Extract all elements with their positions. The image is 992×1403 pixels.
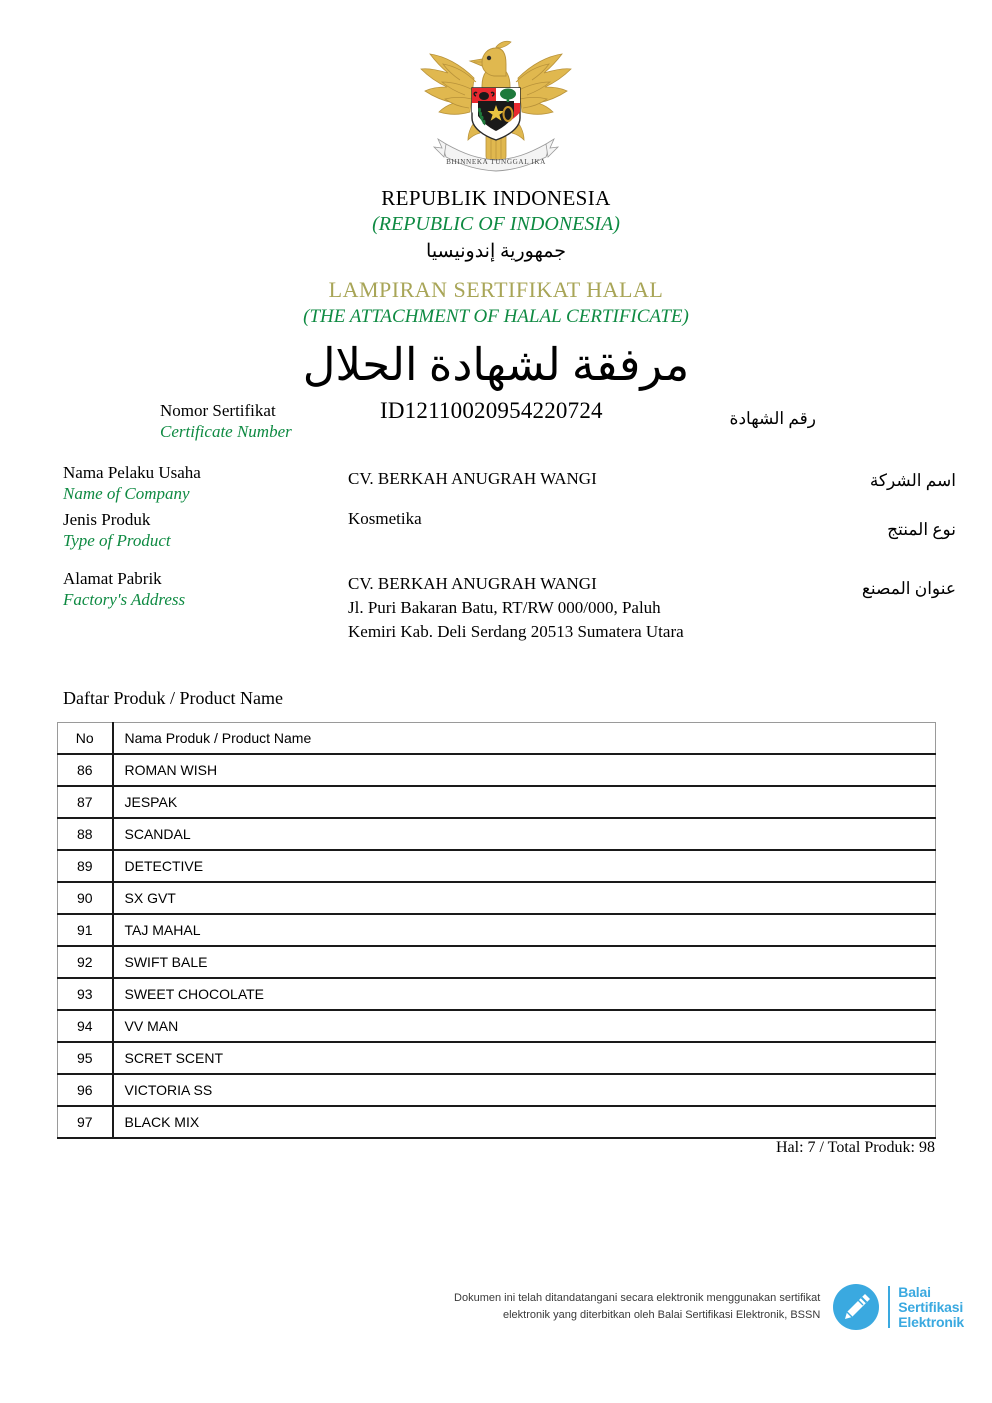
- electronic-signature-footer: [0, 1283, 964, 1331]
- cell-product-name: JESPAK: [113, 786, 936, 818]
- table-row: [58, 946, 936, 978]
- certificate-number-value: ID12110020954220724: [380, 398, 603, 423]
- document-title-english: (THE ATTACHMENT OF HALAL CERTIFICATE): [303, 306, 689, 327]
- cell-product-name: VICTORIA SS: [113, 1074, 936, 1106]
- cell-no: 95: [58, 1042, 113, 1074]
- bse-logo-divider: [888, 1286, 890, 1328]
- factory-address-value: [348, 572, 768, 644]
- page-pagination-info: Hal: 7 / Total Produk: 98: [775, 1139, 935, 1156]
- cell-no: 87: [58, 786, 113, 818]
- column-header-product-name: Nama Produk / Product Name: [113, 723, 936, 755]
- table-row: [58, 1106, 936, 1138]
- garuda-pancasila-emblem: [416, 26, 576, 174]
- table-row: [58, 882, 936, 914]
- factory-address-label-en: Factory's Address: [63, 590, 186, 609]
- cell-product-name: BLACK MIX: [113, 1106, 936, 1138]
- cell-product-name: SWIFT BALE: [113, 946, 936, 978]
- product-type-label: [63, 509, 333, 551]
- bse-logo: [832, 1283, 964, 1331]
- product-table-body: [58, 754, 936, 1138]
- product-type-label-en: Type of Product: [63, 531, 171, 550]
- cell-no: 91: [58, 914, 113, 946]
- table-row: [58, 978, 936, 1010]
- document-title-indonesian: LAMPIRAN SERTIFIKAT HALAL: [328, 277, 664, 302]
- certificate-number-label-ar: رقم الشهادة: [729, 409, 816, 428]
- company-name-label-ar: اسم الشركة: [869, 471, 956, 490]
- bse-logo-wordmark: [898, 1285, 964, 1330]
- cell-no: 89: [58, 850, 113, 882]
- cell-product-name: SWEET CHOCOLATE: [113, 978, 936, 1010]
- table-row: [58, 1010, 936, 1042]
- product-type-label-ar: نوع المنتج: [887, 520, 956, 539]
- cell-product-name: SX GVT: [113, 882, 936, 914]
- country-name-indonesian: REPUBLIK INDONESIA: [381, 186, 611, 210]
- column-header-no: No: [58, 723, 113, 755]
- cell-no: 93: [58, 978, 113, 1010]
- certificate-number-label-en: Certificate Number: [160, 422, 292, 441]
- table-header-row: [58, 723, 936, 755]
- table-row: [58, 1074, 936, 1106]
- table-row: [58, 1042, 936, 1074]
- document-header: [0, 185, 992, 395]
- cell-product-name: TAJ MAHAL: [113, 914, 936, 946]
- cell-product-name: SCANDAL: [113, 818, 936, 850]
- garuda-emblem-container: [0, 26, 992, 174]
- factory-address-label-id: Alamat Pabrik: [63, 569, 162, 588]
- country-name-english: (REPUBLIC OF INDONESIA): [372, 213, 620, 235]
- cell-product-name: ROMAN WISH: [113, 754, 936, 786]
- certificate-number-label: [160, 400, 350, 442]
- bse-word-sertifikasi: Sertifikasi: [898, 1298, 964, 1315]
- cell-no: 92: [58, 946, 113, 978]
- company-name-value: CV. BERKAH ANUGRAH WANGI: [348, 469, 597, 488]
- product-list-title: Daftar Produk / Product Name: [63, 688, 283, 708]
- product-table: [57, 722, 936, 1139]
- cell-no: 86: [58, 754, 113, 786]
- cell-no: 96: [58, 1074, 113, 1106]
- table-row: [58, 850, 936, 882]
- cell-no: 97: [58, 1106, 113, 1138]
- table-row: [58, 818, 936, 850]
- cell-product-name: DETECTIVE: [113, 850, 936, 882]
- svg-text:BHINNEKA TUNGGAL IKA: BHINNEKA TUNGGAL IKA: [446, 158, 546, 166]
- cell-no: 90: [58, 882, 113, 914]
- cell-no: 94: [58, 1010, 113, 1042]
- bse-word-elektronik: Elektronik: [898, 1313, 964, 1330]
- table-row: [58, 754, 936, 786]
- factory-address-line-3: Kemiri Kab. Deli Serdang 20513 Sumatera Utara: [348, 622, 684, 641]
- company-name-label: [63, 462, 333, 504]
- country-name-arabic: جمهورية إندونيسيا: [426, 241, 566, 262]
- table-row: [58, 914, 936, 946]
- product-type-label-id: Jenis Produk: [63, 510, 151, 529]
- signature-text-line-1: Dokumen ini telah ditandatangani secara elektronik menggunakan sertifikat: [454, 1292, 821, 1304]
- bse-word-balai: Balai: [898, 1283, 931, 1300]
- factory-address-label-ar: عنوان المصنع: [861, 579, 956, 598]
- cell-no: 88: [58, 818, 113, 850]
- certificate-number-row: [0, 400, 992, 448]
- document-title-arabic: مرفقة لشهادة الحلال: [302, 340, 690, 390]
- company-name-label-id: Nama Pelaku Usaha: [63, 463, 201, 482]
- signature-text-line-2: elektronik yang diterbitkan oleh Balai Sertifikasi Elektronik, BSSN: [502, 1309, 821, 1321]
- factory-address-line-2: Jl. Puri Bakaran Batu, RT/RW 000/000, Paluh: [348, 598, 661, 617]
- electronic-signature-text: [454, 1290, 820, 1324]
- factory-address-line-1: CV. BERKAH ANUGRAH WANGI: [348, 574, 597, 593]
- company-name-label-en: Name of Company: [63, 484, 190, 503]
- product-type-value: Kosmetika: [348, 509, 422, 528]
- cell-product-name: VV MAN: [113, 1010, 936, 1042]
- table-row: [58, 786, 936, 818]
- factory-address-label: [63, 568, 333, 610]
- certificate-number-label-id: Nomor Sertifikat: [160, 401, 276, 420]
- cell-product-name: SCRET SCENT: [113, 1042, 936, 1074]
- bse-pen-circle-icon: [832, 1283, 880, 1331]
